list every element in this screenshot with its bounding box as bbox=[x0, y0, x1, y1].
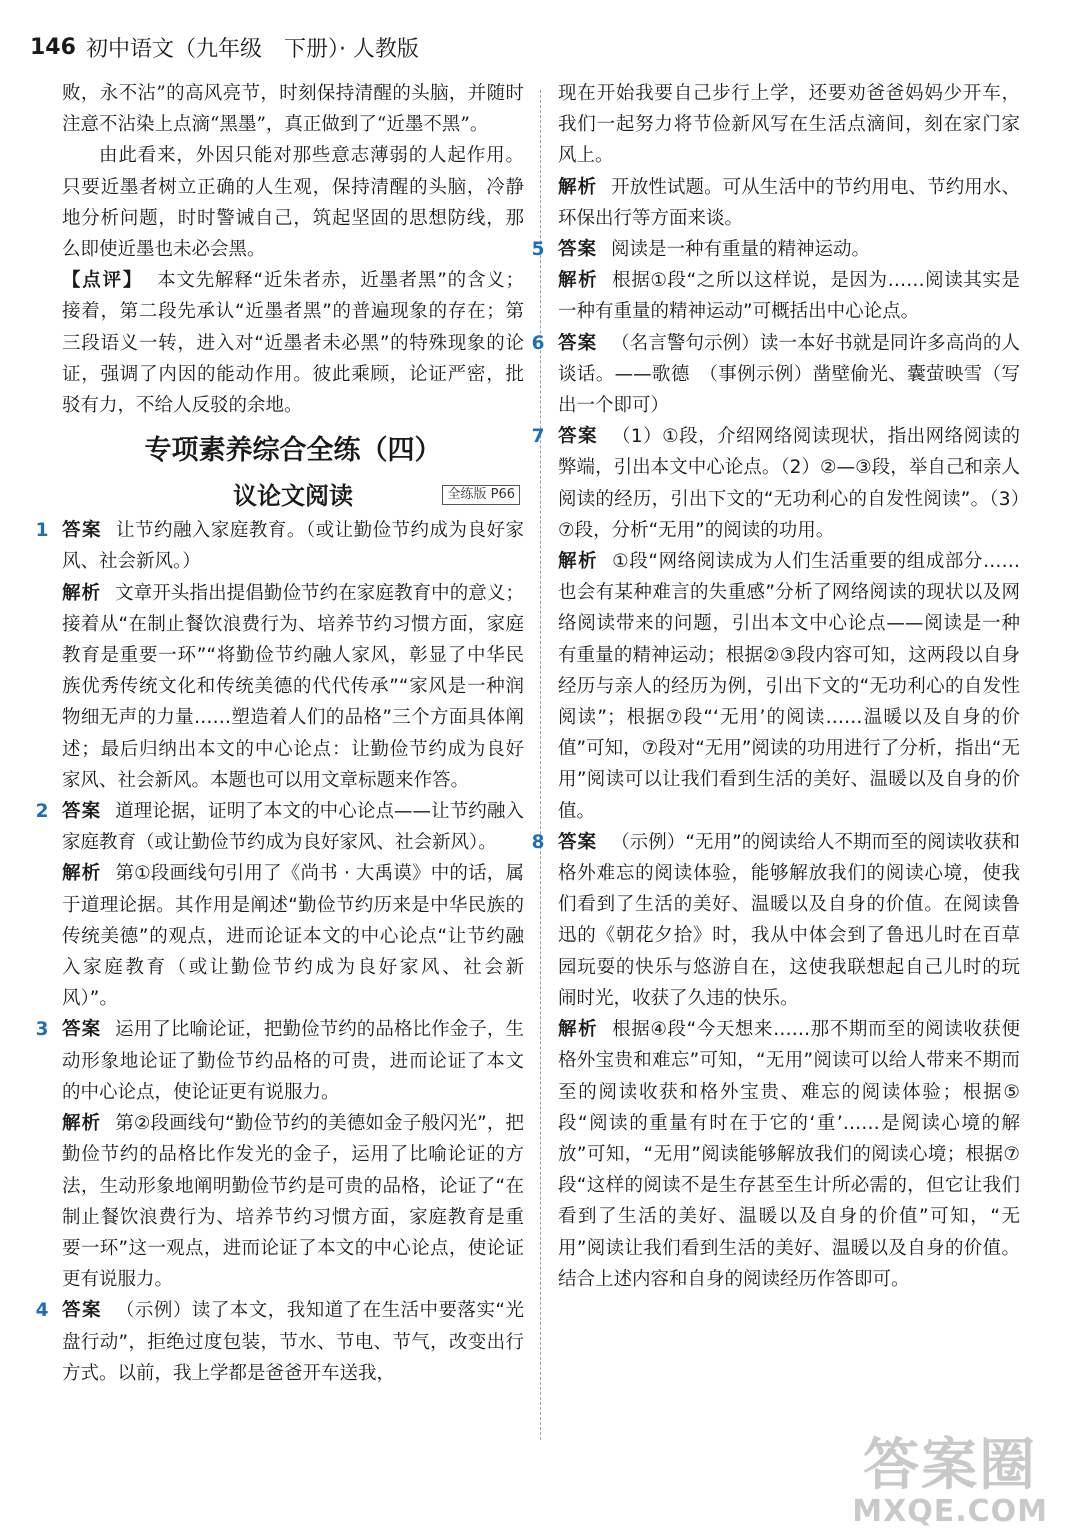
answer-item bbox=[35, 515, 524, 796]
answer-item bbox=[35, 796, 524, 1014]
comment-paragraph bbox=[62, 265, 524, 421]
answer-line bbox=[62, 796, 524, 858]
answer-label: 答案 bbox=[558, 239, 598, 261]
item-number: 7 bbox=[531, 426, 545, 448]
analysis-line bbox=[558, 172, 1020, 234]
answer-line bbox=[558, 827, 1020, 1014]
answer-continuation: 现在开始我要自己步行上学，还要劝爸爸妈妈少开车，我们一起努力将节俭新风写在生活点滴间，刻在家门家风上。 bbox=[558, 83, 1020, 167]
page-header bbox=[30, 30, 419, 64]
analysis-text: 第②段画线句“勤俭节约的美德如金子般闪光”，把勤俭节约的品格比作发光的金子，运用了比喻论证的方法，生动形象地阐明勤俭节约是可贵的品格，论证了“在制止餐饮浪费行为、培养节约习惯方面，家庭教育是重要一环”这一观点，进而论证了本文的中心论点，使论证更有说服力。 bbox=[62, 1113, 524, 1291]
answer-item bbox=[531, 328, 1020, 422]
analysis-label: 解析 bbox=[62, 1113, 102, 1135]
item-number: 5 bbox=[531, 239, 545, 261]
item-number: 8 bbox=[531, 831, 545, 853]
book-title: 初中语文（九年级 下册）· 人教版 bbox=[85, 36, 419, 62]
item-number: 3 bbox=[35, 1019, 49, 1041]
comment-text: 本文先解释“近朱者赤，近墨者黑”的含义；接着，第二段先承认“近墨者黑”的普遍现象的存在；第三段语义一转，进入对“近墨者未必黑”的特殊现象的论证，强调了内因的能动作用。彼此乘顾，论证严密，批驳有力，不给人反驳的余地。 bbox=[62, 270, 524, 417]
analysis-text: ①段“网络阅读成为人们生活重要的组成部分……也会有某种难言的失重感”分析了网络阅读的现状以及网络阅读带来的问题，引出本文中心论点——阅读是一种有重量的精神运动；根据②③段内容可知，这两段以自身经历与亲人的经历为例，引出下文的“无功利心的自发性阅读”；根据⑦段“‘无用’的阅读……温暖以及自身的价值”可知，⑦段对“无用”阅读的功用进行了分析，指出“无用”阅读可以让我们看到生活的美好、温暖以及自身的价值。 bbox=[558, 551, 1020, 822]
item-number: 2 bbox=[35, 801, 49, 823]
column-divider bbox=[540, 90, 541, 1440]
answer-label: 答案 bbox=[558, 426, 598, 448]
subsection-header bbox=[62, 477, 524, 515]
watermark-url: MXQE.COM bbox=[852, 1494, 1048, 1529]
comment-label: 【点评】 bbox=[62, 270, 144, 292]
analysis-text: 第①段画线句引用了《尚书 · 大禹谟》中的话，属于道理论据。其作用是阐述“勤俭节约历来是中华民族的传统美德”的观点，进而论证本文的中心论点“让节约融入家庭教育（或让勤俭节约成为良好家风、社会新风）”。 bbox=[62, 863, 524, 1010]
essay-paragraph: 败，永不沾”的高风亮节，时刻保持清醒的头脑，并随时注意不沾染上点滴“黑墨”，真正做到了“近墨不黑”。 bbox=[62, 83, 524, 136]
analysis-label: 解析 bbox=[558, 270, 599, 292]
analysis-text: 文章开头指出提倡勤俭节约在家庭教育中的意义；接着从“在制止餐饮浪费行为、培养节约习惯方面，家庭教育是重要一环”“将勤俭节约融人家风，彰显了中华民族优秀传统文化和传统美德的代代传承”“家风是一种润物细无声的力量……塑造着人们的品格”三个方面具体阐述；最后归纳出本文的中心论点：让勤俭节约成为良好家风、社会新风。本题也可以用文章标题来作答。 bbox=[62, 582, 524, 791]
item-number: 1 bbox=[35, 520, 49, 542]
answer-label: 答案 bbox=[558, 831, 598, 853]
left-column bbox=[35, 78, 524, 1389]
analysis-text: 根据④段“今天想来……那不期而至的阅读收获便格外宝贵和难忘”可知，“无用”阅读可以给人带来不期而至的阅读收获和格外宝贵、难忘的阅读体验；根据⑤段“阅读的重量有时在于它的‘重’……是阅读心境的解放”可知，“无用”阅读能够解放我们的阅读心境；根据⑦段“这样的阅读不是生存甚至生计所必需的，但它让我们看到了生活的美好、温暖以及自身的价值”可知，“无用”阅读让我们看到生活的美好、温暖以及自身的价值。结合上述内容和自身的阅读经历作答即可。 bbox=[558, 1019, 1020, 1290]
analysis-label: 解析 bbox=[558, 551, 599, 573]
analysis-line bbox=[62, 1108, 524, 1295]
analysis-line bbox=[558, 1014, 1020, 1295]
item-number: 4 bbox=[35, 1300, 49, 1322]
analysis-line bbox=[558, 546, 1020, 827]
analysis-label: 解析 bbox=[62, 582, 102, 604]
section-title: 专项素养综合全练（四） bbox=[144, 435, 442, 467]
answer-line bbox=[62, 1295, 524, 1389]
answer-item bbox=[35, 1295, 524, 1389]
analysis-text: 开放性试题。可从生活中的节约用电、节约用水、环保出行等方面来谈。 bbox=[558, 176, 1020, 229]
answer-line bbox=[62, 1014, 524, 1108]
analysis-text: 根据①段“之所以这样说，是因为……阅读其实是一种有重量的精神运动”可概括出中心论点。 bbox=[558, 270, 1020, 323]
answer-text: （1）①段，介绍网络阅读现状，指出网络阅读的弊端，引出本文中心论点。（2）②—③段，举自己和亲人阅读的经历，引出下文的“无功利心的自发性阅读”。（3）⑦段，分析“无用”的阅读的功用。 bbox=[558, 426, 1020, 541]
answer-item bbox=[531, 234, 1020, 328]
answer-item bbox=[35, 1014, 524, 1295]
answer-text: （示例）读了本文，我知道了在生活中要落实“光盘行动”，拒绝过度包装，节水、节电、节气，改变出行方式。以前，我上学都是爸爸开车送我， bbox=[62, 1300, 524, 1384]
item-number: 6 bbox=[531, 332, 545, 354]
analysis-label: 解析 bbox=[62, 863, 102, 885]
answer-line bbox=[558, 234, 1020, 265]
analysis-line bbox=[558, 265, 1020, 327]
answer-line bbox=[558, 328, 1020, 422]
page-number: 146 bbox=[30, 34, 76, 60]
answer-text: 道理论据，证明了本文的中心论点——让节约融入家庭教育（或让勤俭节约成为良好家风、社会新风）。 bbox=[62, 801, 524, 854]
answer-item bbox=[531, 421, 1020, 827]
answer-text: （名言警句示例）读一本好书就是同许多高尚的人谈话。——歌德 （事例示例）凿壁偷光、囊萤映雪（写出一个即可） bbox=[558, 332, 1020, 417]
right-column bbox=[531, 78, 1020, 1295]
answer-line bbox=[558, 421, 1020, 546]
watermark-text: 答案圈 bbox=[863, 1433, 1038, 1498]
answer-label: 答案 bbox=[558, 332, 598, 354]
analysis-line bbox=[62, 858, 524, 1014]
answer-label: 答案 bbox=[62, 1019, 102, 1041]
analysis-line bbox=[62, 578, 524, 796]
answer-text: （示例）“无用”的阅读给人不期而至的阅读收获和格外难忘的阅读体验，能够解放我们的阅读心境，使我们看到了生活的美好、温暖以及自身的价值。在阅读鲁迅的《朝花夕拾》时，我从中体会到了鲁迅儿时在百草园玩耍的快乐与悠游自在，这使我联想起自己儿时的玩闹时光，收获了久违的快乐。 bbox=[558, 831, 1020, 1009]
answer-label: 答案 bbox=[62, 801, 102, 823]
analysis-label: 解析 bbox=[558, 1019, 599, 1041]
answer-label: 答案 bbox=[62, 1300, 102, 1322]
answer-item bbox=[531, 827, 1020, 1295]
answer-label: 答案 bbox=[62, 520, 102, 542]
subsection-title: 议论文阅读 bbox=[233, 482, 353, 511]
analysis-label: 解析 bbox=[558, 176, 598, 198]
reference-badge: 全练版 P66 bbox=[442, 485, 520, 505]
answer-text: 运用了比喻论证，把勤俭节约的品格比作金子，生动形象地论证了勤俭节约品格的可贵，进而论证了本文的中心论点，使论证更有说服力。 bbox=[62, 1019, 524, 1103]
watermark-logo bbox=[852, 1433, 1048, 1529]
answer-text: 阅读是一种有重量的精神运动。 bbox=[611, 239, 871, 261]
essay-paragraph: 由此看来，外因只能对那些意志薄弱的人起作用。只要近墨者树立正确的人生观，保持清醒的头脑，冷静地分析问题，时时警诫自己，筑起坚固的思想防线，那么即使近墨也未必会黑。 bbox=[62, 145, 524, 261]
answer-line bbox=[62, 515, 524, 577]
answer-text: 让节约融入家庭教育。（或让勤俭节约成为良好家风、社会新风。） bbox=[62, 520, 524, 573]
